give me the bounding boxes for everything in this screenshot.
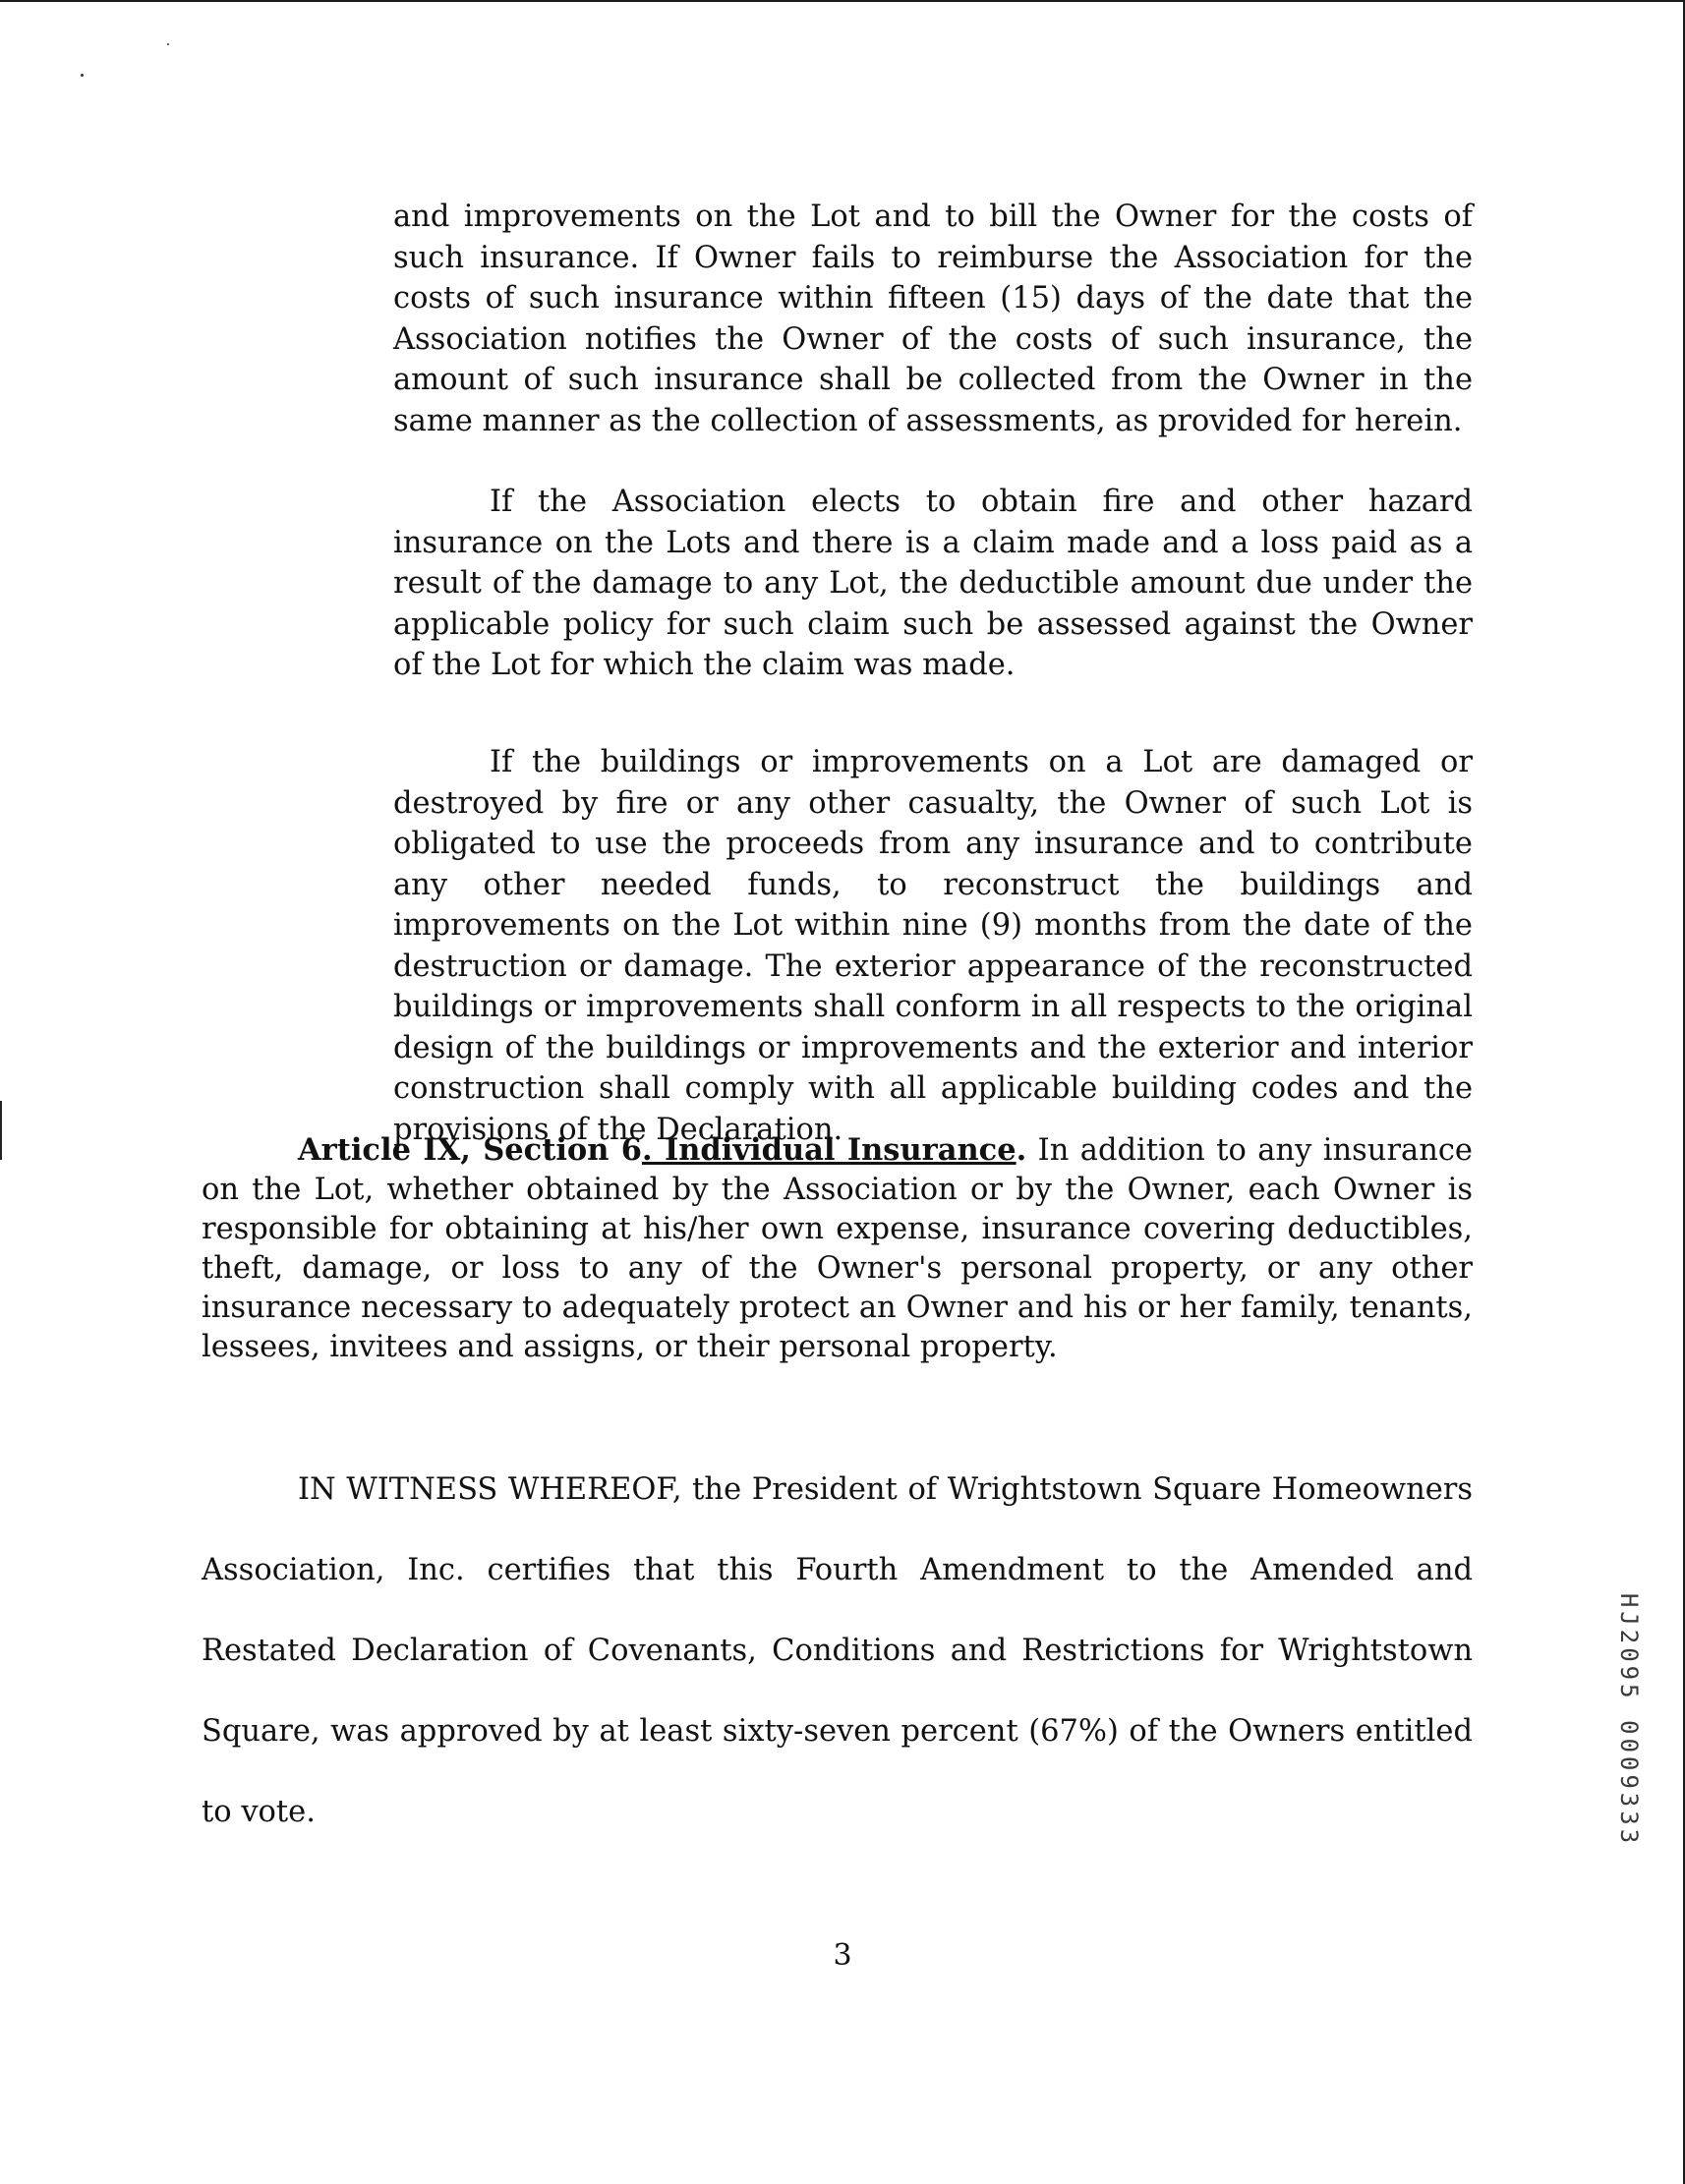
scan-border-top [0, 0, 1685, 2]
article-ix-section-6 [202, 1130, 1473, 1367]
article-heading-title: . Individual Insurance [642, 1132, 1017, 1168]
article-heading-prefix: Article IX, Section 6 [298, 1132, 642, 1168]
scan-speck [81, 74, 84, 77]
reconstruction-paragraph: If the buildings or improvements on a Lot are damaged or destroyed by fire or any other casualty, the Owner of such Lot is obligated to use the proceeds from any insurance and to contribute any other needed funds, to reconstruct the buildings and improvements on the Lot within nine (9) months from the date of the destruction or damage. The exterior appearance of the reconstructed buildings or improvements shall conform in all respects to the original design of the buildings or improvements and the exterior and interior construction shall comply with all applicable building codes and the provisions of the Declaration. [393, 745, 1473, 1147]
witness-paragraph: IN WITNESS WHEREOF, the President of Wrightstown Square Homeowners Association, Inc. certifies that this Fourth Amendment to the Amended and Restated Declaration of Covenants, Conditions and Restrictions for Wrightstown Square, was approved by at least sixty-seven percent (67%) of the Owners entitled to vote. [202, 1472, 1473, 1829]
recording-stamp [1604, 1592, 1654, 1848]
scan-speck [167, 43, 169, 45]
deductible-assessment-paragraph: If the Association elects to obtain fire and other hazard insurance on the Lots and there is a claim made and a loss paid as a result of the damage to any Lot, the deductible amount due under the applicable policy for such claim such be assessed against the Owner of the Lot for which the claim was made. [393, 485, 1473, 682]
article-body: In addition to any insurance on the Lot, whether obtained by the Association or by the Owner, each Owner is responsible for obtaining at his/her own expense, insurance covering deductibles, theft, damage, or loss to any of the Owner's personal property, or any other insurance necessary to adequately protect an Owner and his or her family, tenants, lessees, invitees and assigns, or their personal property. [202, 1133, 1473, 1364]
recording-stamp-text: HJ2095 0009333 [1615, 1592, 1643, 1848]
scan-edge-mark [0, 1101, 2, 1160]
page-number: 3 [833, 1938, 852, 1973]
insurance-billing-paragraph: and improvements on the Lot and to bill the Owner for the costs of such insurance. If Owner fails to reimburse the Association for the costs of such insurance within fifteen (15) days of the date that the Association notifies the Owner of the costs of such insurance, the amount of such insurance shall be collected from the Owner in the same manner as the collection of assessments, as provided for herein. [393, 200, 1473, 438]
article-heading-period: . [1016, 1132, 1027, 1168]
